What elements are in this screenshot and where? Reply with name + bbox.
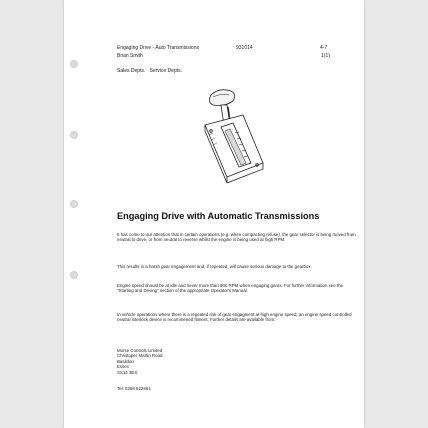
- paragraph: This results in a harsh gear engagement and, if repeated, will cause serious damage to the gearbox.: [117, 264, 312, 269]
- punch-hole: [70, 60, 78, 68]
- address-line: SS14 3ES: [117, 369, 138, 375]
- header-departments: Sales Depts. Service Depts.: [117, 68, 183, 74]
- header-title: Engaging Drive - Auto Transmissions: [117, 45, 199, 51]
- paragraph: In vehicle operations where there is a repeated risk of gear engagment at high engine speed, an engine speed controlled neutral interlock device is recommened fitment. Further details are available from:: [117, 312, 352, 323]
- punch-hole: [70, 131, 78, 139]
- header-page-num: 4-7: [320, 45, 328, 51]
- document-page: [64, 0, 364, 428]
- address-line: Christoper Martin Road: [117, 353, 163, 359]
- address-line: Basildon: [117, 358, 134, 364]
- paragraph: Engine speed should be at idle and never more than 900 RPM when engaging gears. For further information see the "Starting and Driving" section of the appropriate Operator's Manual.: [117, 283, 344, 294]
- header-ref: 931014: [236, 45, 253, 51]
- telephone: Tel: 0268 522861: [117, 386, 151, 391]
- header-author: Brian Smith: [117, 53, 143, 59]
- address-line: Essex: [117, 364, 129, 370]
- address-line: Morse Controls Limited: [117, 348, 163, 353]
- gear-selector-lever-icon: [199, 85, 269, 195]
- article-heading: Engaging Drive with Automatic Transmissions: [117, 211, 320, 221]
- header-page-of: 1(1): [321, 53, 330, 59]
- address-block: [117, 348, 162, 375]
- punch-hole: [70, 271, 78, 279]
- punch-hole: [70, 200, 78, 208]
- paragraph: It has come to our attention that in certain operations (e.g. when compacting refuse), the gear selector is being moved from neutral to drive, or from neutral to reverse whilst the engine is being used at high RPM.: [117, 232, 356, 243]
